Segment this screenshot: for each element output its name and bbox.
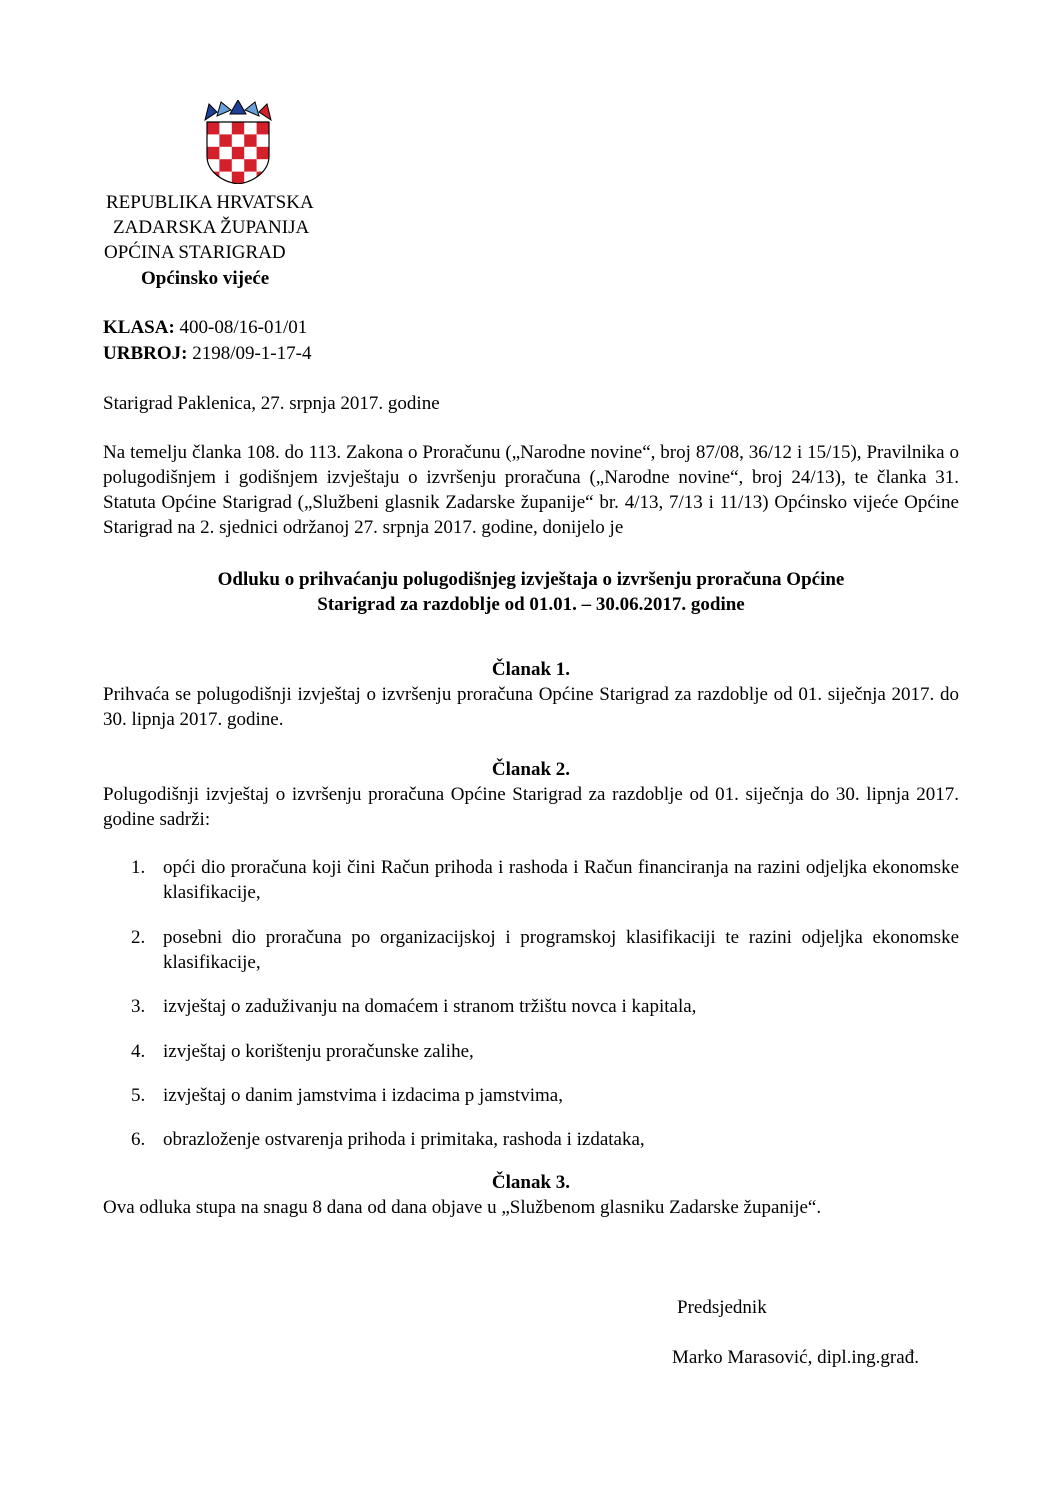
list-item-number: 4. (131, 1041, 146, 1062)
list-item-number: 2. (131, 927, 146, 948)
list-item-number: 5. (131, 1085, 146, 1106)
coat-of-arms-graphic (203, 100, 273, 184)
signature-name: Marko Marasović, dipl.ing.građ. (672, 1347, 919, 1368)
list-item-number: 3. (131, 996, 146, 1017)
article-1-title: Članak 1. (491, 659, 571, 680)
decision-title-line2: Starigrad za razdoblje od 01.01. – 30.06.2017. godine (317, 594, 745, 615)
signature-role: Predsjednik (677, 1297, 767, 1318)
article-2-title: Članak 2. (491, 759, 571, 780)
list-item-text: obrazloženje ostvarenja prihoda i primitaka, rashoda i izdataka, (163, 1129, 645, 1150)
list-item (103, 994, 959, 1019)
klasa-line (103, 315, 307, 340)
list-item-text: izvještaj o korištenju proračunske zalihe, (163, 1041, 474, 1062)
article-1-text: Prihvaća se polugodišnji izvještaj o izvršenju proračuna Općine Starigrad za razdoblje od 01. siječnja 2017. do 30. lipnja 2017. godine. (103, 684, 959, 730)
list-item-text: izvještaj o zaduživanju na domaćem i stranom tržištu novca i kapitala, (163, 996, 697, 1017)
decision-title-line1: Odluku o prihvaćanju polugodišnjeg izvještaja o izvršenju proračuna Općine (217, 569, 845, 590)
list-item-text: izvještaj o danim jamstvima i izdacima p jamstvima, (163, 1085, 563, 1106)
header-body: Općinsko vijeće (141, 268, 270, 289)
klasa-label: KLASA: (103, 317, 175, 338)
place-date: Starigrad Paklenica, 27. srpnja 2017. godine (103, 393, 440, 414)
klasa-value: 400-08/16-01/01 (179, 317, 308, 338)
urbroj-value: 2198/09-1-17-4 (192, 343, 312, 364)
coat-of-arms-icon (203, 100, 273, 184)
list-item (103, 1127, 959, 1152)
urbroj-label: URBROJ: (103, 343, 188, 364)
urbroj-line (103, 341, 311, 366)
list-item-number: 1. (131, 857, 146, 878)
list-item (103, 1039, 959, 1064)
list-item (103, 1083, 959, 1108)
list-item-text: opći dio proračuna koji čini Račun prihoda i rashoda i Račun financiranja na razini odjeljka ekonomske klasifikacije, (163, 857, 959, 903)
header-county: ZADARSKA ŽUPANIJA (113, 217, 310, 238)
list-item-text: posebni dio proračuna po organizacijskoj i programskoj klasifikaciji te razini odjeljka ekonomske klasifikacije, (163, 927, 959, 973)
article-3-title: Članak 3. (491, 1172, 571, 1193)
article-2-text: Polugodišnji izvještaj o izvršenju proračuna Općine Starigrad za razdoblje od 01. siječnja do 30. lipnja 2017. godine sadrži: (103, 784, 959, 830)
header-municipality: OPĆINA STARIGRAD (104, 242, 286, 263)
article-3-text: Ova odluka stupa na snagu 8 dana od dana objave u „Službenom glasniku Zadarske županije“. (103, 1197, 822, 1218)
list-item-number: 6. (131, 1129, 146, 1150)
list-item (103, 925, 959, 975)
header-country: REPUBLIKA HRVATSKA (106, 192, 314, 213)
preamble: Na temelju članka 108. do 113. Zakona o Proračunu („Narodne novine“, broj 87/08, 36/12 i 15/15), Pravilnika o polugodišnjem i godišnjem izvještaju o izvršenju proračuna („Narodne novine“, broj 24/13), te članka 31. Statuta Općine Starigrad („Službeni glasnik Zadarske županije“ br. 4/13, 7/13 i 11/13) Općinsko vijeće Općine Starigrad na 2. sjednici održanoj 27. srpnja 2017. godine, donijelo je (103, 442, 959, 538)
list-item (103, 855, 959, 905)
